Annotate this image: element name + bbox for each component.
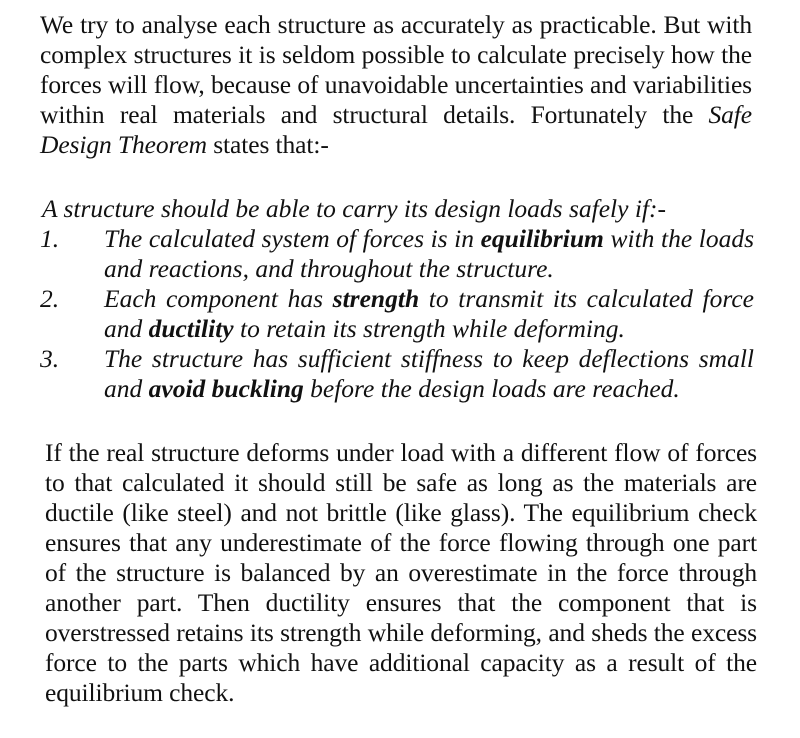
list-item-number: 3. xyxy=(40,344,60,373)
keyword-avoid-buckling: avoid buckling xyxy=(148,374,304,403)
list-item-number: 1. xyxy=(40,224,60,253)
conclusion-paragraph: If the real structure deforms under load with a different flow of forces to that calculated it should still be safe as long as the materials are ductile (like steel) and not brittle (like glass). The equilibrium check ensures that any underestimate of the force flowing through one part of the structure is balanced by an overestimate in the force through another part. Then ductility ensures that the component that is overstressed retains its strength while deforming, and sheds the excess force to the parts which have additional capacity as a result of the equilibrium check. xyxy=(45,438,757,707)
keyword-ductility: ductility xyxy=(148,314,234,343)
keyword-equilibrium: equilibrium xyxy=(480,224,604,253)
intro-text-end: states that:- xyxy=(206,130,329,159)
list-item-text: before the design loads are reached. xyxy=(303,374,680,403)
list-item-text: with the loads and reactions, and throughout the structure. xyxy=(104,224,754,283)
intro-paragraph xyxy=(40,10,752,160)
list-item-text: The structure has sufficient stiffness to keep deflections small and xyxy=(104,344,754,403)
keyword-strength: strength xyxy=(332,284,420,313)
list-item xyxy=(40,344,754,404)
theorem-intro: A structure should be able to carry its design loads safely if:- xyxy=(42,194,666,223)
list-item-text: to retain its strength while deforming. xyxy=(233,314,625,343)
list-item xyxy=(40,224,754,284)
list-item-number: 2. xyxy=(40,284,60,313)
list-item xyxy=(40,284,754,344)
list-item-text: to transmit its calculated force and xyxy=(104,284,754,343)
list-item-text: Each component has xyxy=(104,284,333,313)
theorem-name: Safe Design Theorem xyxy=(40,100,752,159)
intro-text: We try to analyse each structure as accurately as practicable. But with complex structures it is seldom possible to calculate precisely how the forces will flow, because of unavoidable uncertainties and variabilities within real materials and structural details. Fortunately the xyxy=(40,10,752,129)
list-item-text: The calculated system of forces is in xyxy=(104,224,481,253)
theorem-list xyxy=(40,224,754,404)
